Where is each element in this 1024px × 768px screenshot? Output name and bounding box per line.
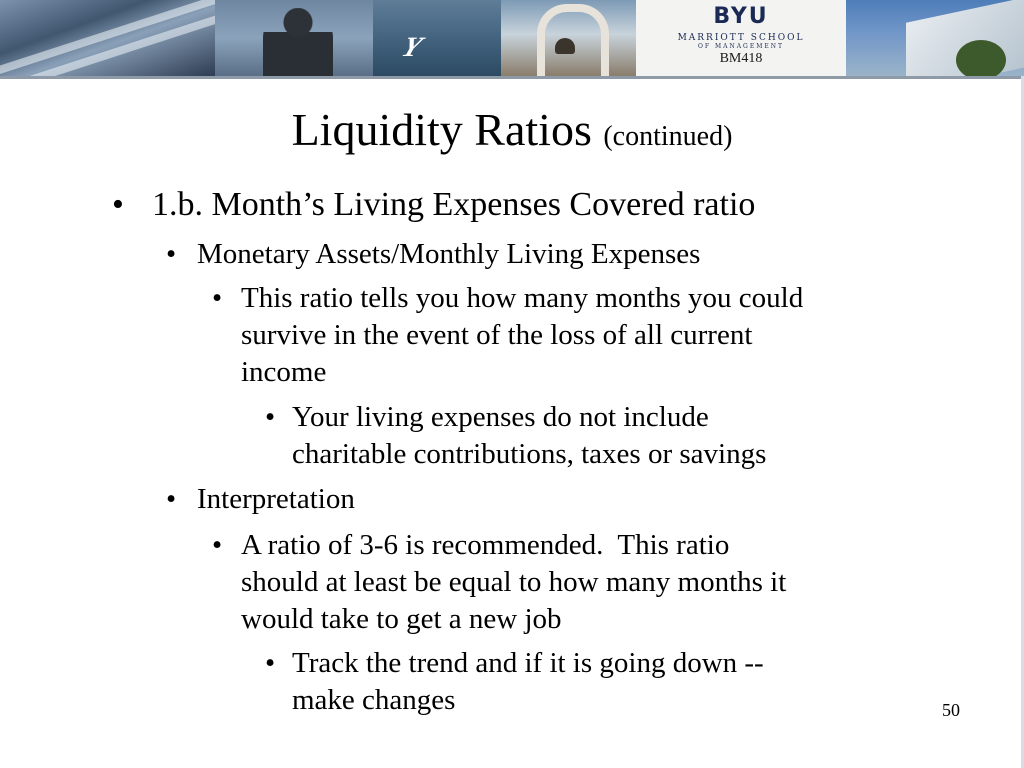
bullet-level2-interpretation <box>166 481 355 517</box>
bullet-dot: • <box>112 186 124 223</box>
bullet-dot: • <box>265 401 276 433</box>
page-number: 50 <box>942 700 960 720</box>
bullet-line: survive in the event of the loss of all current <box>241 319 753 351</box>
slide-title-main: Liquidity Ratios <box>291 104 592 155</box>
bullet-line: This ratio tells you how many months you could <box>241 282 804 314</box>
bullet-line: income <box>241 356 327 388</box>
bullet-dot: • <box>212 282 223 314</box>
bullet-line: would take to get a new job <box>241 603 562 635</box>
bullet-line: A ratio of 3-6 is recommended. This ratio <box>241 529 730 561</box>
bullet-level2-formula <box>166 236 701 272</box>
banner-photo-statue <box>215 0 373 76</box>
logo-school-name: MARRIOTT SCHOOL <box>677 33 805 43</box>
bullet-dot: • <box>265 647 276 679</box>
bullet-level3-explanation <box>212 280 804 391</box>
bullet-level4-trend <box>265 645 764 719</box>
bullet-text: Monetary Assets/Monthly Living Expenses <box>197 238 701 270</box>
banner-photo-mountain-y: Y <box>373 0 501 76</box>
logo-school-subtitle: OF MANAGEMENT <box>698 43 784 50</box>
banner-photo-building <box>846 0 1024 76</box>
byu-marriott-logo <box>636 0 846 76</box>
bullet-dot: • <box>212 529 223 561</box>
slide-title <box>0 100 1024 167</box>
header-banner <box>0 0 1024 76</box>
course-code: BM418 <box>719 51 763 66</box>
bullet-line: Track the trend and if it is going down -- <box>292 647 764 679</box>
bullet-line: make changes <box>292 684 456 716</box>
bullet-dot: • <box>166 483 177 515</box>
bullet-level4-expenses-note <box>265 399 767 473</box>
banner-divider <box>0 76 1024 79</box>
bullet-text: 1.b. Month’s Living Expenses Covered ratio <box>152 186 756 223</box>
logo-byu: BYU <box>713 4 769 29</box>
banner-photo-bell-arch <box>501 0 636 76</box>
bullet-level1 <box>112 184 756 226</box>
bullet-line: charitable contributions, taxes or savings <box>292 438 767 470</box>
bullet-dot: • <box>166 238 177 270</box>
bullet-line: should at least be equal to how many months it <box>241 566 787 598</box>
banner-photo-architecture <box>0 0 215 76</box>
slide-title-suffix: (continued) <box>603 121 733 152</box>
bullet-level3-recommendation <box>212 527 787 638</box>
bullet-line: Your living expenses do not include <box>292 401 709 433</box>
bullet-text: Interpretation <box>197 483 355 515</box>
